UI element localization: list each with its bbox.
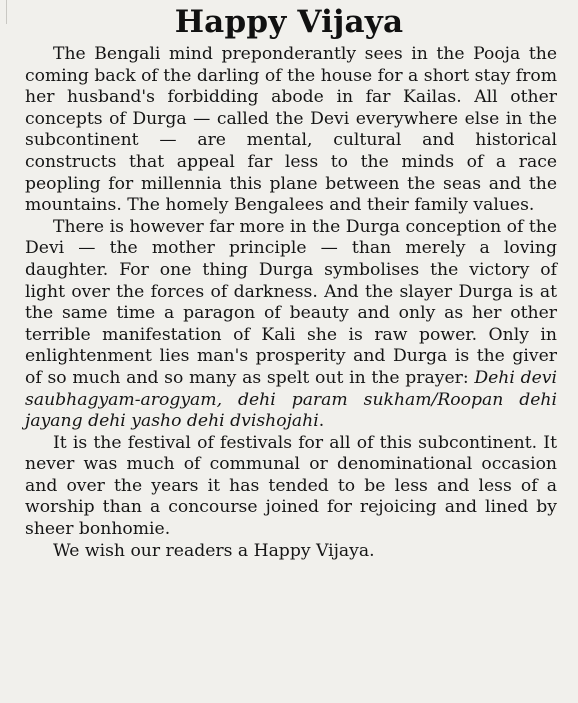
paragraph-2 <box>25 217 557 433</box>
paragraph-3: It is the festival of festivals for all of this subcontinent. It never was much of communal or denominational occasion and over the years it has tended to be less and less of a worship than a concourse joined for rejoicing and lined by sheer bonhomie. <box>25 432 557 540</box>
prayer-quote: Dehi devi saubhagyam-arogyam, dehi param sukham/Roopan dehi jayang dehi yasho dehi dvishojahi <box>25 367 557 432</box>
article-headline: Happy Vijaya <box>174 4 404 40</box>
article-body <box>25 44 557 562</box>
paragraph-2-text: There is however far more in the Durga conception of the Devi — the mother principle — than merely a loving daughter. For one thing Durga symbolises the victory of light over the forces of darkness. And the slayer Durga is at the same time a paragon of beauty and only as her other terrible manifestation of Kali she is raw power. Only in enlightenment lies man's prosperity and Durga is the giver of so much and so many as spelt out in the prayer: <box>25 216 557 388</box>
paragraph-1: The Bengali mind preponderantly sees in the Pooja the coming back of the darling of the house for a short stay from her husband's forbidding abode in far Kailas. All other concepts of Durga — called the Devi everywhere else in the subcontinent — are mental, cultural and historical constructs that appeal far less to the minds of a race peopling for millennia this plane between the seas and the mountains. The homely Bengalees and their family values. <box>25 44 557 216</box>
paragraph-4: We wish our readers a Happy Vijaya. <box>53 540 375 561</box>
paragraph-2-end: . <box>318 411 325 432</box>
